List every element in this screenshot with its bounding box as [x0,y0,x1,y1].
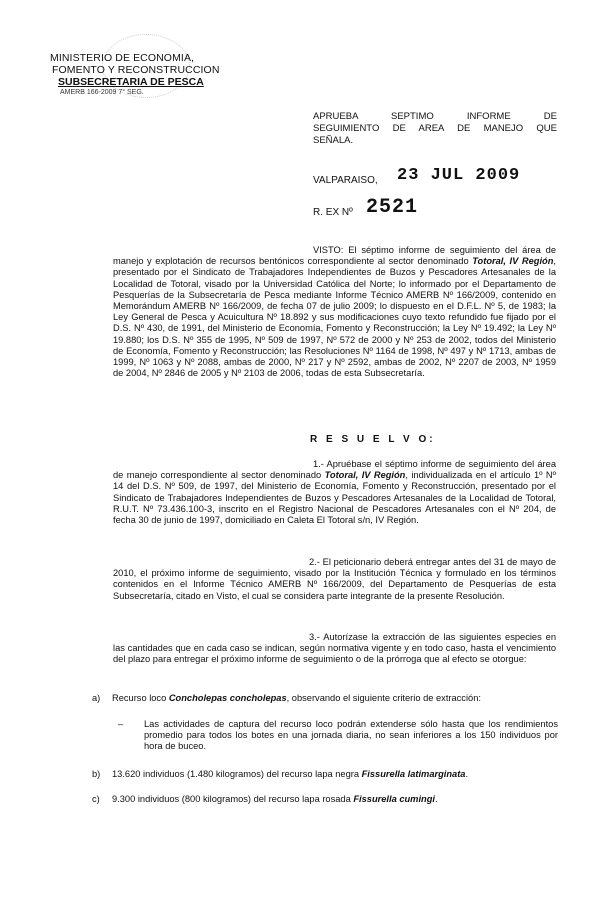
item1-text-continued: , individualizada en el artículo 1º Nº 14 del D.S. Nº 509, de 1997, del Ministerio de Economía, Fomento y Reconstrucción, presentado por el Sindicato de Trabajadores Independientes de Buzos y Pescadores Artesanales de la Localidad de Totoral, R.U.T. Nº 73.436.100-3, inscrito en el Registro Nacional de Pescadores Artesanales con el Nº 204, de fecha 30 de junio de 1997, domiciliado en Caleta El Totoral s/n, IV Región. [113,470,557,526]
species-item-c [92,794,562,805]
item-b-text: 13.620 individuos (1.480 kilogramos) del recurso lapa negra [112,769,362,779]
criterion-text: Las actividades de captura del recurso loco podrán extenderse sólo hasta que los rendimientos promedio para todos los botes en una jornada diaria, no sean inferiores a los 150 individuos por hora de buceo. [144,719,558,752]
subject-line-3: SEÑALA. [313,135,354,146]
item1-sector: Totoral, IV Región [324,470,406,481]
resuelvo-item-3 [113,632,556,666]
document-reference: AMERB 166-2009 7° SEG. [60,89,144,96]
resolution-subject [313,111,557,147]
subject-line-1: APRUEBA SEPTIMO INFORME DE [313,111,557,122]
item-a-text-continued: , observando el siguiente criterio de extracción: [286,693,481,703]
visto-paragraph [113,245,556,379]
item1-text: 1.- Apruébase el séptimo informe de seguimiento del área de manejo correspondiente al sector denominado [113,459,556,481]
date-stamp: 23 JUL 2009 [397,166,521,185]
resuelvo-heading: R E S U E L V O: [310,434,436,445]
extraction-criterion [118,719,558,753]
resuelvo-item-2 [113,557,556,602]
visto-sector: Totoral, IV Región [472,256,554,267]
criterion-dash: – [118,719,124,729]
ministry-name: MINISTERIO DE ECONOMIA, [50,52,195,64]
resolution-number-label: R. EX Nº [313,207,353,218]
resuelvo-item-1 [113,459,556,526]
resolution-number-stamp: 2521 [366,196,419,219]
visto-text-continued: , presentado por el Sindicato de Trabajadores Independientes de Buzos y Pescadores Artesanales de la Localidad de Totoral, visado por la Universidad Católica del Norte; lo informado por el Departamento de Pesquerías de la Subsecretaría de Pesca mediante Informe Técnico AMERB Nº 166/2009, contenido en Memorándum AMERB Nº 166/2009, de fecha 07 de julio 2009; lo dispuesto en el D.F.L. Nº 5, de 1983; la Ley General de Pesca y Acuicultura Nº 18.892 y sus modificaciones cuyo texto refundido fue fijado por el D.S. Nº 430, de 1991, del Ministerio de Economía, Fomento y Reconstrucción; la Ley Nº 19.492; la Ley Nº 19.880; los D.S. Nº 355 de 1995, Nº 509 de 1997, Nº 572 de 2000 y Nº 253 de 2002, todos del Ministerio de Economía, Fomento y Reconstrucción; las Resoluciones Nº 1164 de 1998, Nº 497 y Nº 1713, ambas de 1999, Nº 1063 y Nº 2088, ambas de 2000, Nº 217 y Nº 2592, ambas de 2002, Nº 2207 de 2003, Nº 1959 de 2004, Nº 2846 de 2005 y Nº 2103 de 2006, todas de esta Subsecretaría. [113,256,556,379]
item-c-marker: c) [92,794,100,804]
item-b-marker: b) [92,769,101,779]
species-item-a [92,693,562,704]
item-a-marker: a) [92,693,101,703]
ministry-header [50,52,225,97]
item3-text: 3.- Autorízase la extracción de las siguientes especies en las cantidades que en cada caso se indican, según normativa vigente y en todo caso, hasta el vencimiento del plazo para entregar el próximo informe de seguimiento o de la prórroga que al efecto se otorgue: [113,632,556,665]
item2-text: 2.- El peticionario deberá entregar antes del 31 de mayo de 2010, el próximo informe de seguimiento, visado por la Institución Técnica y formulado en los términos contenidos en el Informe Técnico AMERB Nº 166/2009, del Departamento de Pesquerías de esta Subsecretaría, citado en Visto, el cual se considera parte integrante de la presente Resolución. [113,557,556,601]
species-item-b [92,769,562,780]
item-b-species: Fissurella latimarginata [361,769,466,779]
subsecretaria-name: SUBSECRETARIA DE PESCA [58,76,204,88]
place-label: VALPARAISO, [313,175,378,186]
item-b-end: . [465,769,469,779]
item-a-text: Recurso loco [112,693,169,703]
item-c-text: 9.300 individuos (800 kilogramos) del recurso lapa rosada [112,794,354,804]
subject-line-2: SEGUIMIENTO DE AREA DE MANEJO QUE [313,123,557,134]
item-a-species: Concholepas concholepas [168,693,287,703]
item-c-species: Fissurella cumingi [353,794,435,804]
visto-text: VISTO: El séptimo informe de seguimiento del área de manejo y explotación de recursos bentónicos correspondiente al sector denominado [113,245,556,267]
item-c-end: . [434,794,438,804]
ministry-subname: FOMENTO Y RECONSTRUCCION [52,64,220,76]
